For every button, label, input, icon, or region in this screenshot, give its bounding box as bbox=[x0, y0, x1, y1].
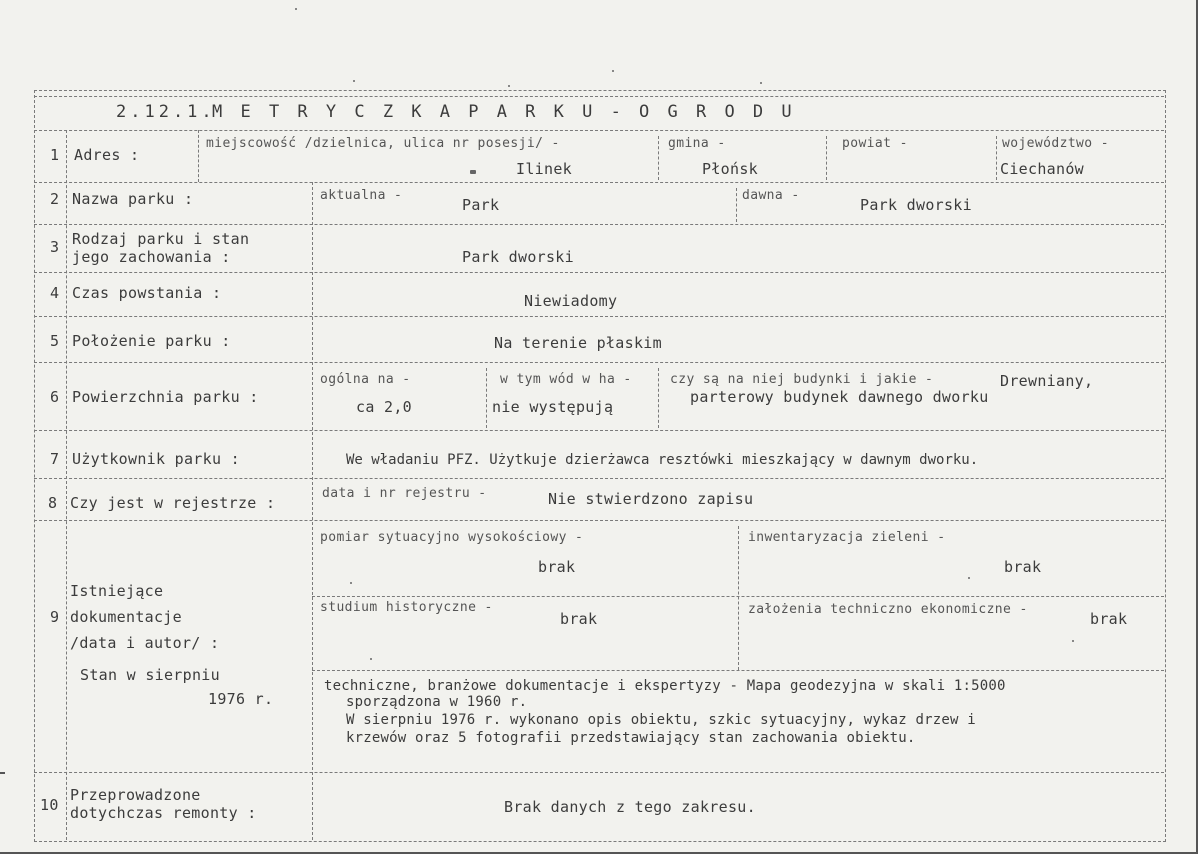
rule bbox=[34, 478, 1164, 479]
locality-value: Ilinek bbox=[516, 160, 572, 178]
rule bbox=[486, 368, 487, 428]
rule bbox=[34, 772, 1164, 773]
register-value: Nie stwierdzono zapisu bbox=[548, 490, 754, 508]
row-number: 2 bbox=[50, 190, 60, 208]
rule bbox=[34, 224, 1164, 225]
speck bbox=[612, 70, 614, 72]
row-number: 9 bbox=[50, 608, 60, 626]
technical-docs-line3: W sierpniu 1976 r. wykonano opis obiektu, szkic sytuacyjny, wykaz drzew i bbox=[346, 712, 976, 728]
rule bbox=[996, 136, 997, 180]
total-area-label: ogólna na - bbox=[320, 372, 411, 387]
water-area-value: nie występują bbox=[492, 398, 614, 416]
inventory-label: inwentaryzacja zieleni - bbox=[748, 530, 946, 545]
park-type-value: Park dworski bbox=[462, 248, 574, 266]
total-area-value: ca 2,0 bbox=[356, 398, 412, 416]
tech-econ-label: założenia techniczno ekonomiczne - bbox=[748, 602, 1028, 617]
current-name-value: Park bbox=[462, 196, 500, 214]
user-value: We władaniu PFZ. Użytkuje dzierżawca resztówki mieszkający w dawnym dworku. bbox=[346, 452, 979, 468]
state-date-line2: 1976 r. bbox=[208, 690, 274, 708]
park-type-label-line2: jego zachowania : bbox=[72, 248, 231, 266]
rule bbox=[34, 362, 1164, 363]
rule bbox=[658, 368, 659, 428]
water-area-label: w tym wód w ha - bbox=[500, 372, 632, 387]
rule bbox=[312, 182, 313, 840]
register-date-label: data i nr rejestru - bbox=[322, 486, 487, 501]
documentation-label-line2: dokumentacje bbox=[70, 608, 182, 626]
documentation-label-line3: /data i autor/ : bbox=[70, 634, 220, 652]
row-number: 3 bbox=[50, 238, 60, 256]
area-label: Powierzchnia parku : bbox=[72, 388, 259, 406]
speck bbox=[508, 85, 510, 87]
row-number: 10 bbox=[40, 796, 59, 814]
technical-docs-line4: krzewów oraz 5 fotografii przedstawiający stan zachowania obiektu. bbox=[346, 730, 916, 746]
rule bbox=[34, 96, 1164, 97]
technical-docs-line1: techniczne, branżowe dokumentacje i ekspertyzy - Mapa geodezyjna w skali 1:5000 bbox=[324, 678, 1006, 694]
rule bbox=[198, 130, 199, 182]
historic-study-label: studium historyczne - bbox=[320, 600, 493, 615]
rule bbox=[34, 430, 1164, 431]
row-number: 1 bbox=[50, 146, 60, 164]
inventory-value: brak bbox=[1004, 558, 1042, 576]
gmina-value: Płońsk bbox=[702, 160, 758, 178]
powiat-label: powiat - bbox=[842, 136, 908, 151]
location-label: Położenie parku : bbox=[72, 332, 231, 350]
rule bbox=[826, 136, 827, 180]
rule bbox=[736, 188, 737, 222]
user-label: Użytkownik parku : bbox=[72, 450, 240, 468]
former-name-label: dawna - bbox=[742, 188, 800, 203]
speck bbox=[295, 8, 297, 10]
buildings-value-line1: Drewniany, bbox=[1000, 372, 1094, 390]
rule bbox=[312, 670, 1164, 671]
survey-label: pomiar sytuacyjno wysokościowy - bbox=[320, 530, 584, 545]
rule bbox=[34, 272, 1164, 273]
park-name-label: Nazwa parku : bbox=[72, 190, 194, 208]
rule bbox=[66, 130, 67, 840]
voivodeship-value: Ciechanów bbox=[1000, 160, 1084, 178]
current-name-label: aktualna - bbox=[320, 188, 403, 203]
speck bbox=[760, 82, 762, 84]
renovations-label-line1: Przeprowadzone bbox=[70, 786, 201, 804]
row-number: 4 bbox=[50, 284, 60, 302]
locality-label: miejscowość /dzielnica, ulica nr posesji/ - bbox=[206, 136, 560, 151]
row-number: 7 bbox=[50, 450, 60, 468]
scan-tick bbox=[0, 772, 5, 774]
renovations-value: Brak danych z tego zakresu. bbox=[504, 798, 756, 816]
buildings-label: czy są na niej budynki i jakie - bbox=[670, 372, 934, 387]
row-number: 5 bbox=[50, 332, 60, 350]
renovations-label-line2: dotychczas remonty : bbox=[70, 804, 257, 822]
documentation-label-line1: Istniejące bbox=[70, 582, 164, 600]
technical-docs-line2: sporządzona w 1960 r. bbox=[346, 694, 528, 710]
historic-study-value: brak bbox=[560, 610, 598, 628]
origin-date-label: Czas powstania : bbox=[72, 284, 222, 302]
tech-econ-value: brak bbox=[1090, 610, 1128, 628]
rule bbox=[34, 316, 1164, 317]
form-code: 2.12.1. bbox=[116, 102, 216, 122]
rule bbox=[738, 526, 739, 670]
origin-date-value: Niewiadomy bbox=[524, 292, 618, 310]
rule bbox=[658, 136, 659, 180]
rule bbox=[34, 182, 1164, 183]
address-label: Adres : bbox=[74, 146, 140, 164]
state-date-line1: Stan w sierpniu bbox=[80, 666, 220, 684]
row-number: 6 bbox=[50, 388, 60, 406]
park-type-label-line1: Rodzaj parku i stan bbox=[72, 230, 250, 248]
rule bbox=[34, 130, 1164, 131]
buildings-value-line2: parterowy budynek dawnego dworku bbox=[690, 388, 989, 406]
former-name-value: Park dworski bbox=[860, 196, 972, 214]
register-label: Czy jest w rejestrze : bbox=[70, 494, 276, 512]
page-title: M E T R Y C Z K A P A R K U - O G R O D U bbox=[212, 102, 796, 122]
gmina-label: gmina - bbox=[668, 136, 726, 151]
speck bbox=[353, 80, 355, 82]
row-number: 8 bbox=[48, 494, 58, 512]
rule bbox=[34, 520, 1164, 521]
voivodeship-label: województwo - bbox=[1002, 136, 1109, 151]
location-value: Na terenie płaskim bbox=[494, 334, 662, 352]
survey-value: brak bbox=[538, 558, 576, 576]
